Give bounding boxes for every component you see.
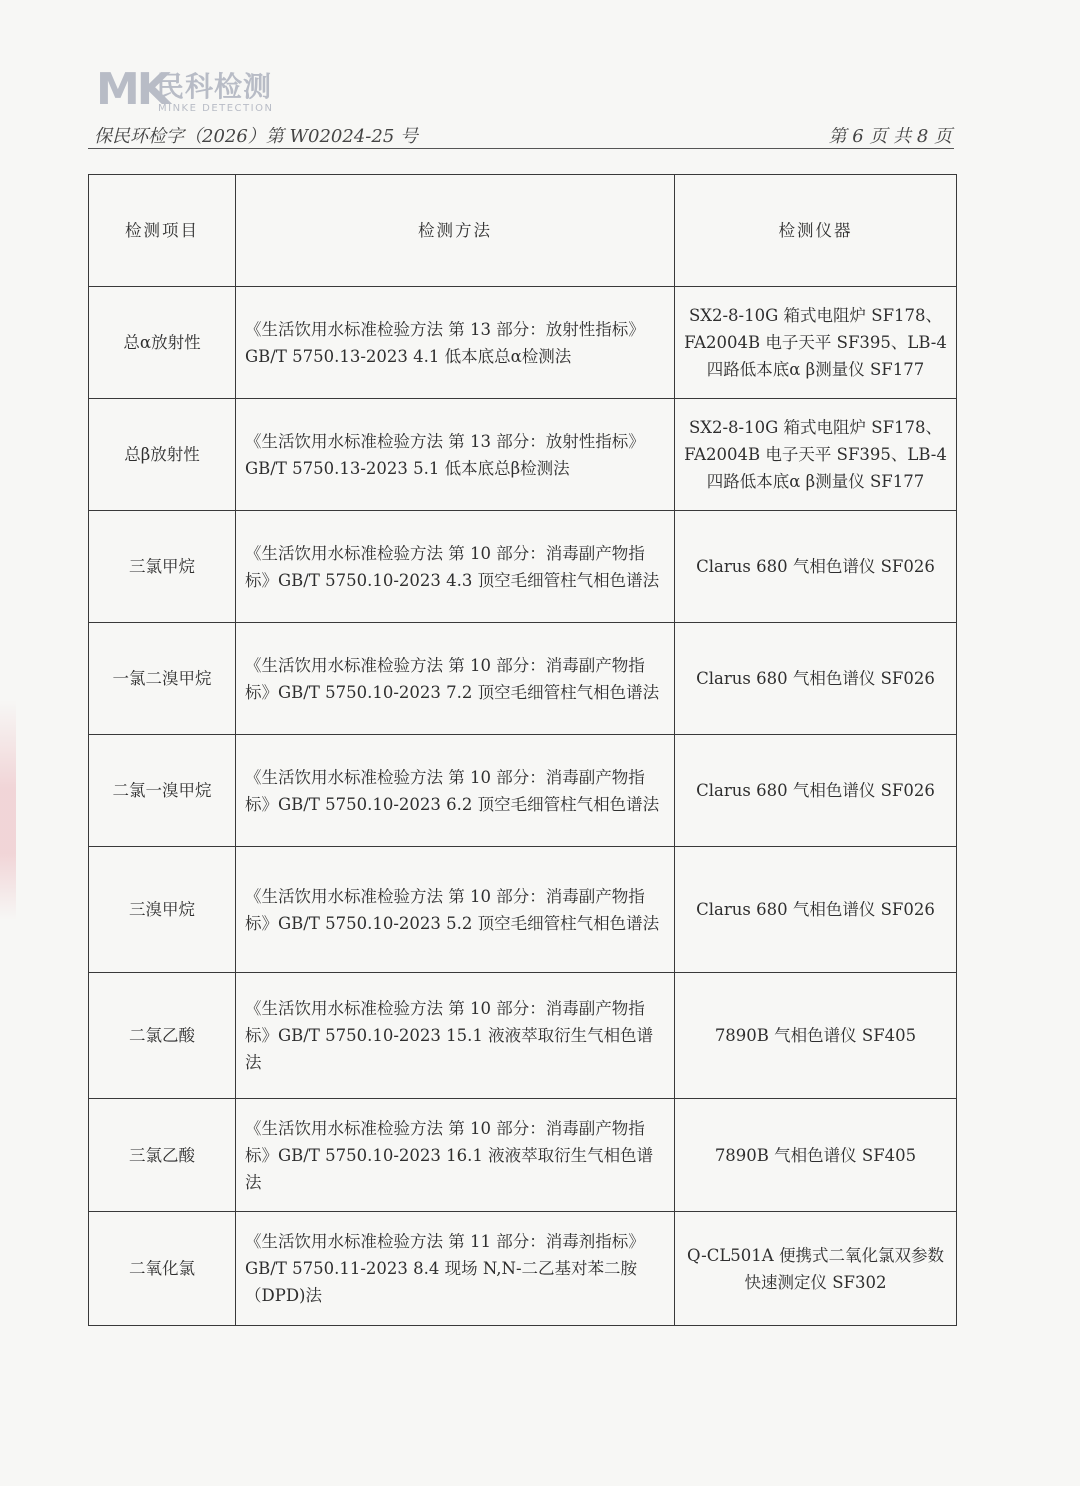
logo-name-cn: 民科检测 — [156, 70, 273, 103]
test-method: 《生活饮用水标准检验方法 第 11 部分：消毒剂指标》GB/T 5750.11-2023 8.4 现场 N,N-二乙基对苯二胺（DPD)法 — [236, 1212, 675, 1326]
test-item: 三氯乙酸 — [89, 1099, 236, 1212]
table-row — [89, 1212, 957, 1326]
column-header: 检测项目 — [89, 175, 236, 287]
test-method: 《生活饮用水标准检验方法 第 13 部分：放射性指标》GB/T 5750.13-2023 4.1 低本底总α检测法 — [236, 287, 675, 399]
test-method: 《生活饮用水标准检验方法 第 13 部分：放射性指标》GB/T 5750.13-2023 5.1 低本底总β检测法 — [236, 399, 675, 511]
table-row — [89, 399, 957, 511]
test-instrument: 7890B 气相色谱仪 SF405 — [675, 973, 957, 1099]
test-method: 《生活饮用水标准检验方法 第 10 部分：消毒副产物指标》GB/T 5750.10-2023 15.1 液液萃取衍生气相色谱法 — [236, 973, 675, 1099]
test-instrument: SX2-8-10G 箱式电阻炉 SF178、FA2004B 电子天平 SF395、LB-4 四路低本底α β测量仪 SF177 — [675, 287, 957, 399]
test-instrument: 7890B 气相色谱仪 SF405 — [675, 1099, 957, 1212]
test-instrument: SX2-8-10G 箱式电阻炉 SF178、FA2004B 电子天平 SF395、LB-4 四路低本底α β测量仪 SF177 — [675, 399, 957, 511]
test-instrument: Q-CL501A 便携式二氧化氯双参数快速测定仪 SF302 — [675, 1212, 957, 1326]
report-number: 保民环检字（2026）第 W02024-25 号 — [94, 126, 418, 147]
test-instrument: Clarus 680 气相色谱仪 SF026 — [675, 735, 957, 847]
table-row — [89, 623, 957, 735]
table-row — [89, 973, 957, 1099]
test-item: 三氯甲烷 — [89, 511, 236, 623]
test-method: 《生活饮用水标准检验方法 第 10 部分：消毒副产物指标》GB/T 5750.10-2023 7.2 顶空毛细管柱气相色谱法 — [236, 623, 675, 735]
table-row — [89, 511, 957, 623]
test-item: 二氧化氯 — [89, 1212, 236, 1326]
table-row — [89, 847, 957, 973]
test-item: 三溴甲烷 — [89, 847, 236, 973]
test-instrument: Clarus 680 气相色谱仪 SF026 — [675, 511, 957, 623]
test-item: 总α放射性 — [89, 287, 236, 399]
test-method: 《生活饮用水标准检验方法 第 10 部分：消毒副产物指标》GB/T 5750.10-2023 16.1 液液萃取衍生气相色谱法 — [236, 1099, 675, 1212]
logo-name-en: MINKE DETECTION — [158, 103, 274, 114]
table-row — [89, 287, 957, 399]
test-item: 二氯乙酸 — [89, 973, 236, 1099]
test-method-table — [88, 174, 957, 1326]
column-header: 检测仪器 — [675, 175, 957, 287]
test-item: 一氯二溴甲烷 — [89, 623, 236, 735]
test-instrument: Clarus 680 气相色谱仪 SF026 — [675, 623, 957, 735]
table-row — [89, 735, 957, 847]
test-item: 二氯一溴甲烷 — [89, 735, 236, 847]
test-method: 《生活饮用水标准检验方法 第 10 部分：消毒副产物指标》GB/T 5750.10-2023 5.2 顶空毛细管柱气相色谱法 — [236, 847, 675, 973]
table-header-row — [89, 175, 957, 287]
test-method: 《生活饮用水标准检验方法 第 10 部分：消毒副产物指标》GB/T 5750.10-2023 6.2 顶空毛细管柱气相色谱法 — [236, 735, 675, 847]
header-divider — [88, 148, 954, 149]
table-row — [89, 1099, 957, 1212]
page-info: 第 6 页 共 8 页 — [828, 126, 952, 147]
test-method: 《生活饮用水标准检验方法 第 10 部分：消毒副产物指标》GB/T 5750.10-2023 4.3 顶空毛细管柱气相色谱法 — [236, 511, 675, 623]
column-header: 检测方法 — [236, 175, 675, 287]
company-logo — [96, 64, 296, 118]
test-instrument: Clarus 680 气相色谱仪 SF026 — [675, 847, 957, 973]
seal-stamp-edge — [0, 700, 16, 920]
test-item: 总β放射性 — [89, 399, 236, 511]
logo-mark: MK — [96, 64, 168, 115]
